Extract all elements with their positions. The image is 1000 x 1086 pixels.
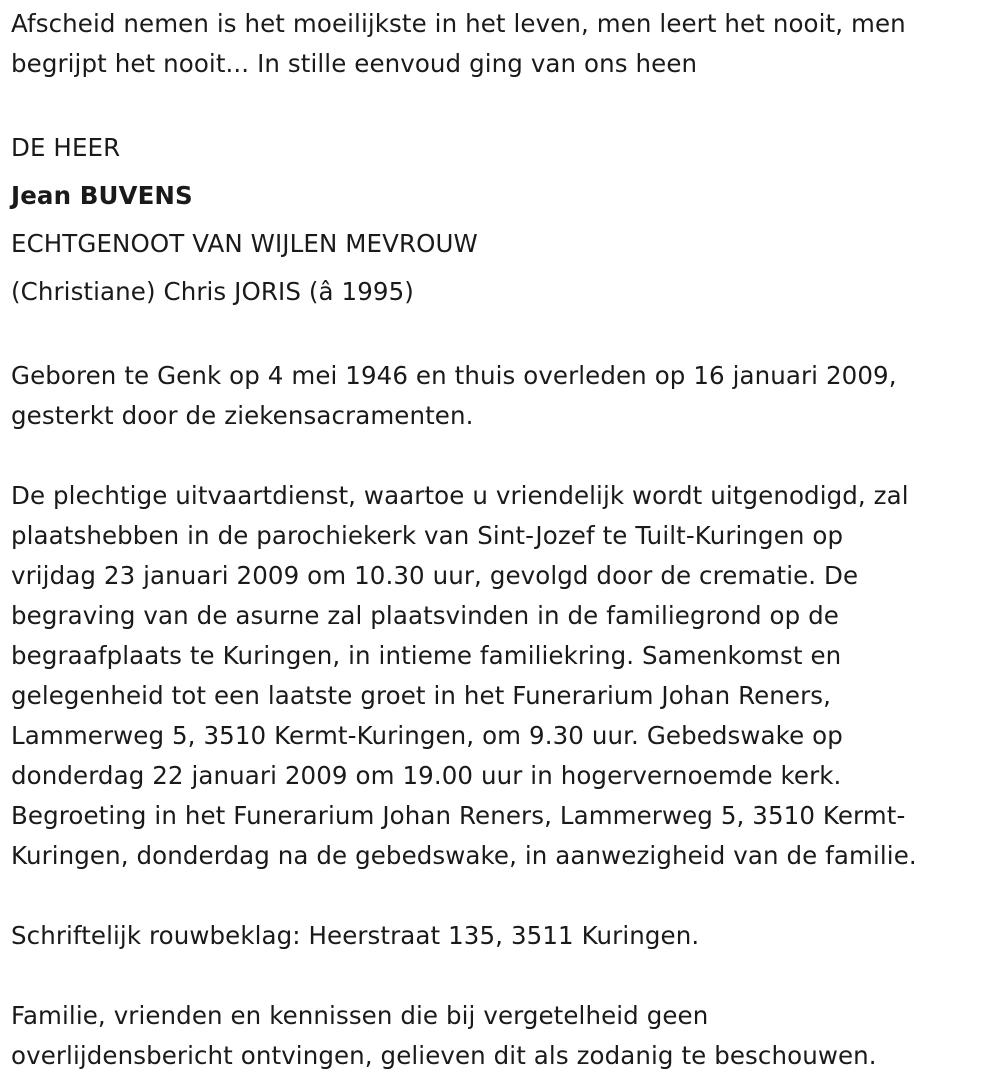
intro-line-2: begrijpt het nooit... In stille eenvoud ging van ons heen [11, 49, 698, 78]
condolence-paragraph [11, 916, 986, 956]
deceased-name: Jean BUVENS [11, 181, 193, 210]
funeral-line: Lammerweg 5, 3510 Kermt-Kuringen, om 9.30 uur. Gebedswake op [11, 721, 843, 750]
spouse-line: (Christiane) Chris JORIS (â 1995) [11, 277, 414, 306]
funeral-line: De plechtige uitvaartdienst, waartoe u vriendelijk wordt uitgenodigd, zal [11, 481, 909, 510]
obituary-document [11, 4, 986, 1076]
funeral-line: Kuringen, donderdag na de gebedswake, in aanwezigheid van de familie. [11, 841, 917, 870]
funeral-line: begraafplaats te Kuringen, in intieme familiekring. Samenkomst en [11, 641, 842, 670]
condolence-line: Schriftelijk rouwbeklag: Heerstraat 135, 3511 Kuringen. [11, 921, 700, 950]
relation-line: ECHTGENOOT VAN WIJLEN MEVROUW [11, 229, 478, 258]
intro-paragraph [11, 4, 986, 84]
funeral-line: donderdag 22 januari 2009 om 19.00 uur in hogervernoemde kerk. [11, 761, 842, 790]
spacer [11, 316, 986, 356]
closing-line-1: Familie, vrienden en kennissen die bij vergetelheid geen [11, 1001, 709, 1030]
closing-paragraph [11, 996, 986, 1076]
birth-death-line-2: gesterkt door de ziekensacramenten. [11, 401, 474, 430]
birth-death-line-1: Geboren te Genk op 4 mei 1946 en thuis overleden op 16 januari 2009, [11, 361, 897, 390]
funeral-line: vrijdag 23 januari 2009 om 10.30 uur, gevolgd door de crematie. De [11, 561, 859, 590]
spacer [11, 876, 986, 916]
funeral-line: gelegenheid tot een laatste groet in het Funerarium Johan Reners, [11, 681, 832, 710]
intro-line-1: Afscheid nemen is het moeilijkste in het leven, men leert het nooit, men [11, 9, 906, 38]
funeral-line: begraving van de asurne zal plaatsvinden in de familiegrond op de [11, 601, 839, 630]
funeral-line: plaatshebben in de parochiekerk van Sint-Jozef te Tuilt-Kuringen op [11, 521, 844, 550]
spacer [11, 84, 986, 124]
spacer [11, 436, 986, 476]
closing-line-2: overlijdensbericht ontvingen, gelieven dit als zodanig te beschouwen. [11, 1041, 877, 1070]
birth-death-paragraph [11, 356, 986, 436]
salutation: DE HEER [11, 133, 121, 162]
deceased-block [11, 124, 986, 316]
funeral-paragraph [11, 476, 986, 876]
funeral-line: Begroeting in het Funerarium Johan Reners, Lammerweg 5, 3510 Kermt- [11, 801, 906, 830]
spacer [11, 956, 986, 996]
